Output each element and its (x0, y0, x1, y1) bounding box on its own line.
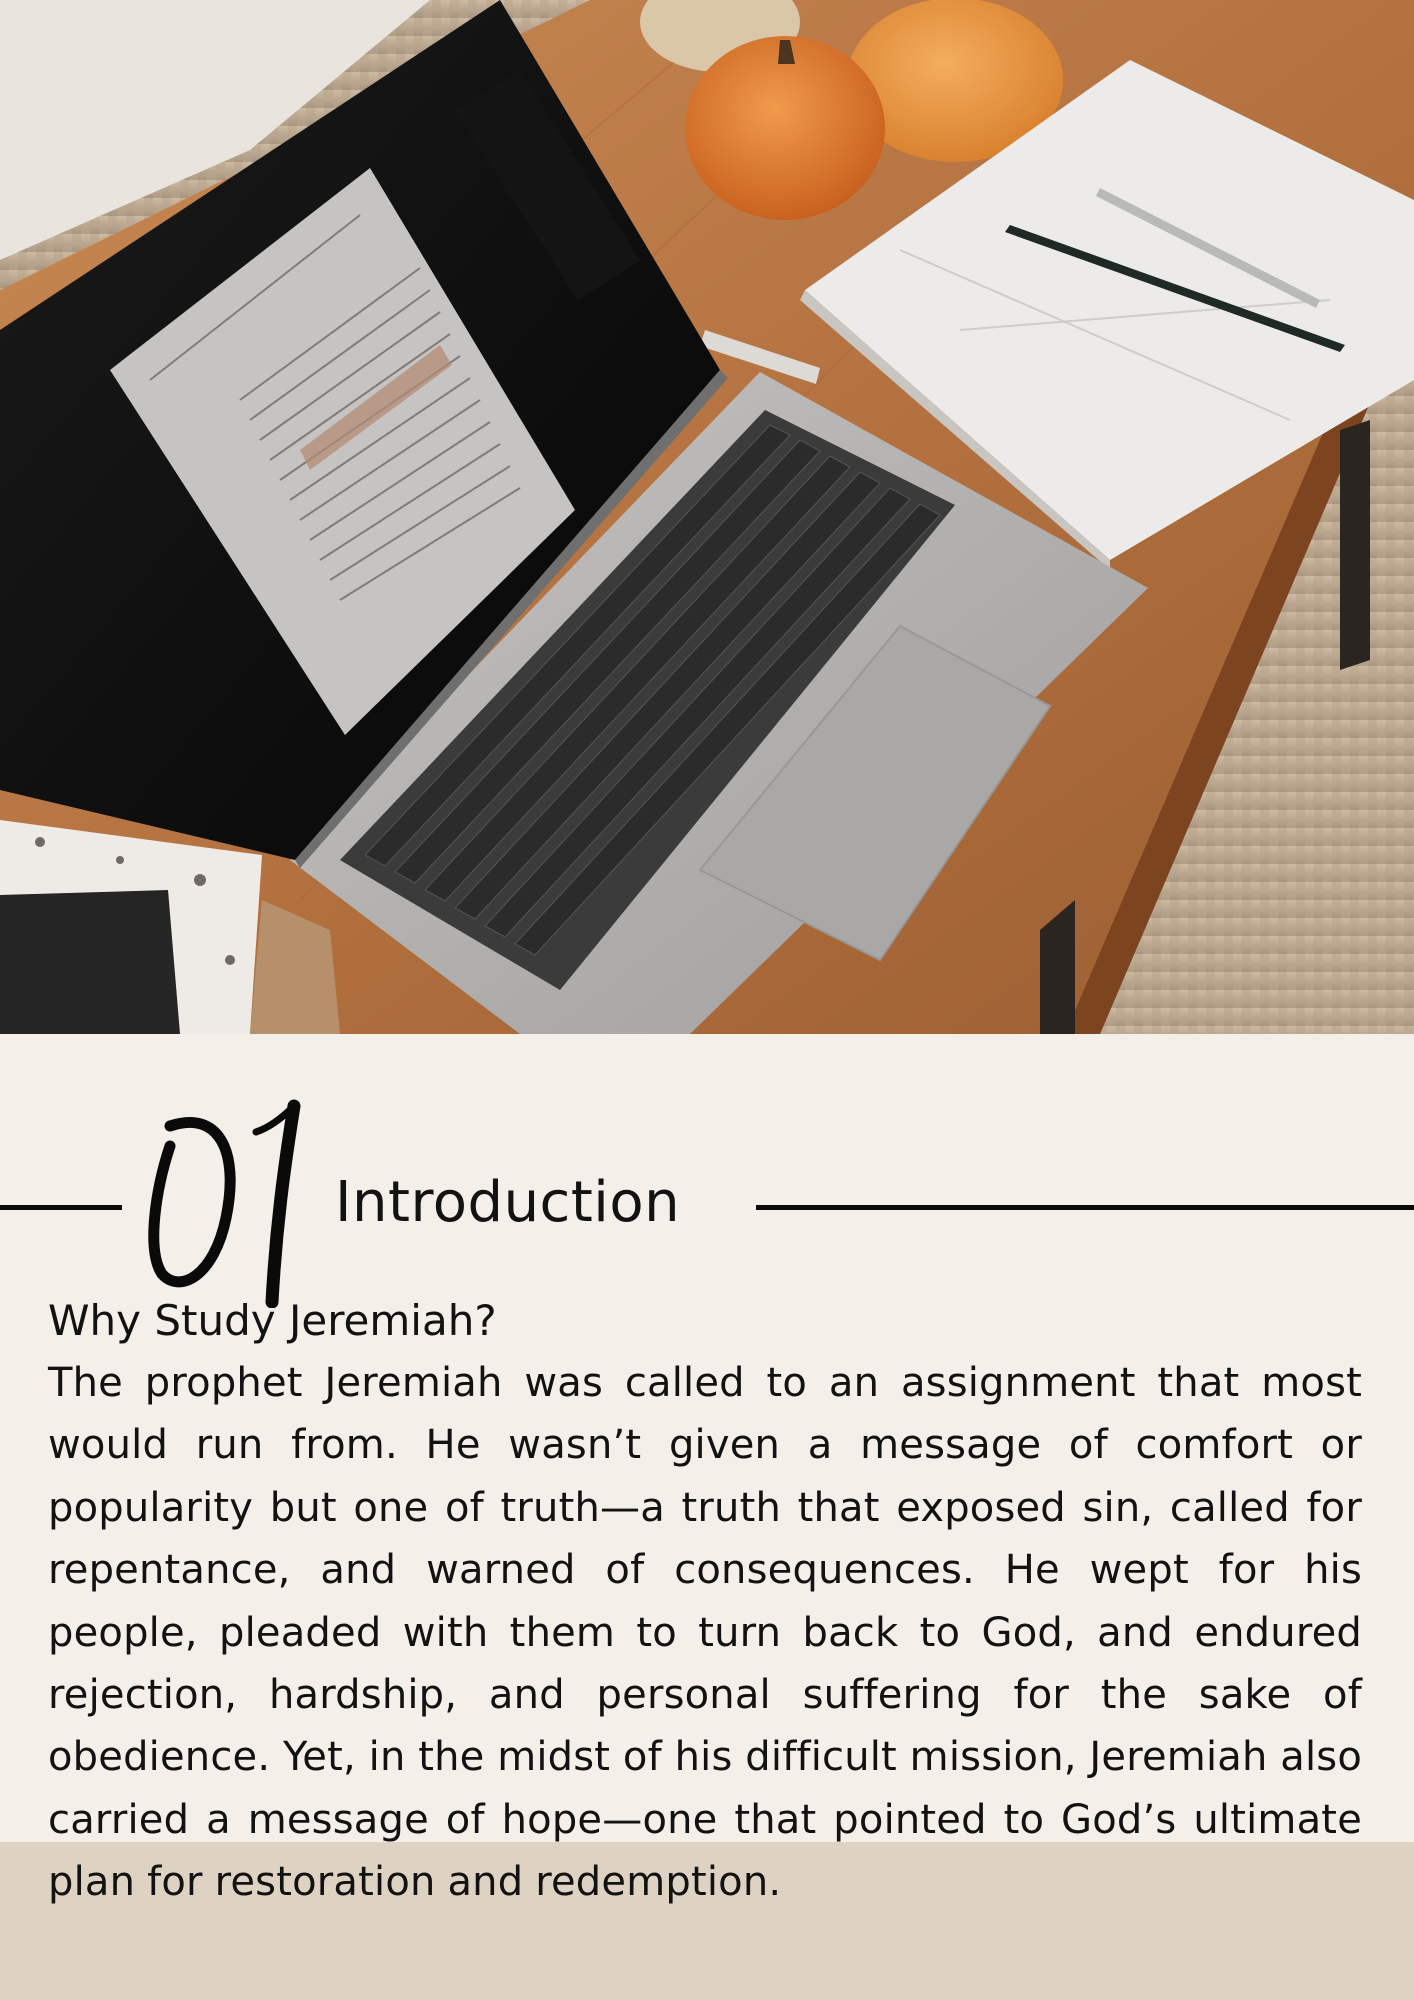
subheading: Why Study Jeremiah? (48, 1296, 497, 1345)
section-number-artwork (148, 1098, 318, 1308)
content-block (48, 1290, 1362, 1914)
section-title: Introduction (335, 1170, 681, 1235)
body-paragraph: The prophet Jeremiah was called to an assignment that most would run from. He wasn’t given a message of comfort or popularity but one of truth—a truth that exposed sin, called for repentance, and warned of consequences. He wept for his people, pleaded with them to turn back to God, and endured rejection, hardship, and personal suffering for the sake of obedience. Yet, in the midst of his difficult mission, Jeremiah also carried a message of hope—one that pointed to God’s ultimate plan for restoration and redemption. (48, 1360, 1362, 1906)
header-rule-right (756, 1205, 1414, 1210)
header-rule-left (0, 1205, 122, 1210)
